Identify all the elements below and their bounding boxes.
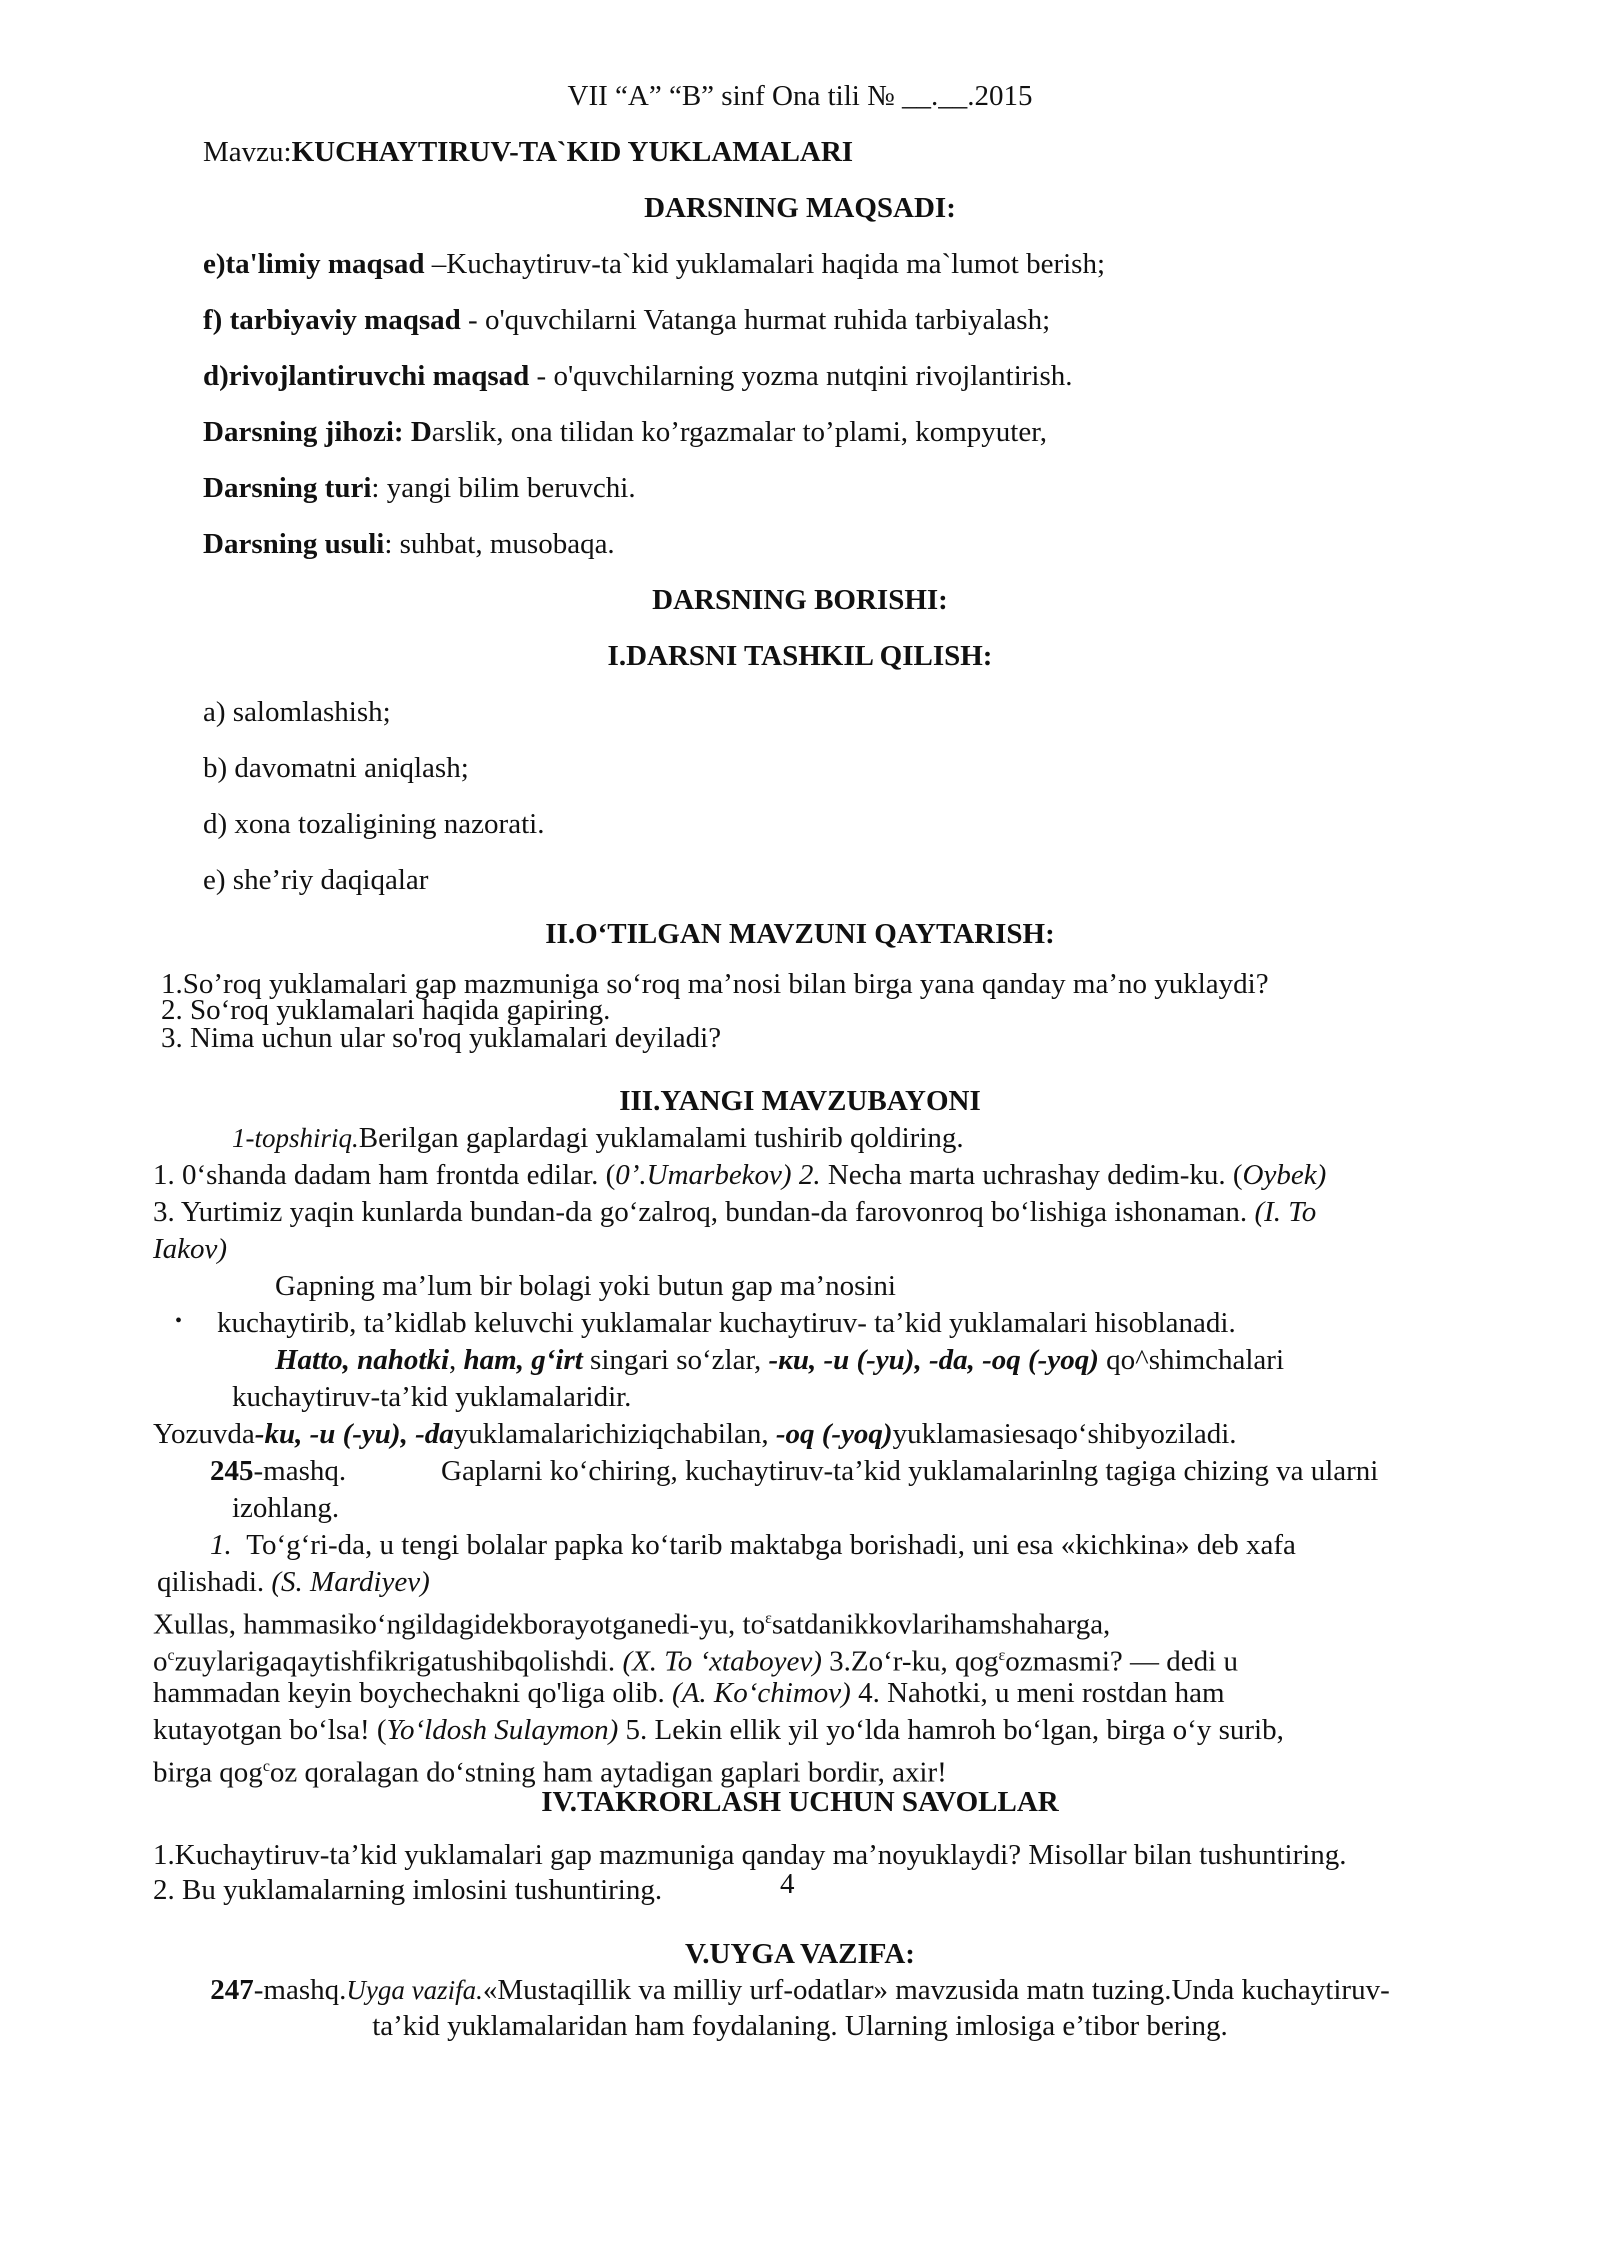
spelling-rule: Yozuvda-ku, -u (-yu), -dayuklamalarichiziqchabilan, -oq (-yoq)yuklamasiesaqo‘shibyoziladi. [153, 1418, 1237, 1450]
org-item: d) xona tozaligining nazorati. [203, 808, 545, 840]
definition-line: kuchaytirib, ta’kidlab keluvchi yuklamalar kuchaytiruv- ta’kid yuklamalari hisoblanadi. [217, 1307, 1236, 1339]
particles-line: Hatto, nahotki, ham, g‘irt singari so‘zlar, -ки, -u (-yu), -da, -oq (-yoq) qo^shimchalari [275, 1344, 1285, 1376]
example-line: $o^czuylarigaqaytishfikrigatushibqolishdi$. (X. To ‘xtaboyev) 3.Zo‘r-ku, qog$^ɛ$ozmasmi? — dedi u [153, 1645, 1238, 1678]
goal-developmental: d)rivojlantiruvchi maqsad - o'quvchilarning yozma nutqini rivojlantirish. [203, 360, 1073, 392]
lesson-method: Darsning usuli: suhbat, musobaqa. [203, 528, 615, 560]
example-line: hammadan keyin boychechakni qo'liga olib. (A. Ko‘chimov) 4. Nahotki, u meni rostdan ham [153, 1677, 1225, 1709]
section-review: II.O‘TILGAN MAVZUNI QAYTARISH: [545, 918, 1055, 950]
example-line: Xullas, hammasiko‘ngildagidekborayotganedi-yu, $to^ɛsatdanikkovlarihamshaharga$, [153, 1608, 1111, 1641]
section-repeat: IV.TAKRORLASH UCHUN SAVOLLAR [541, 1786, 1059, 1818]
exercise-245: 245-mashq. [210, 1455, 347, 1487]
review-question: 3. Nima uchun ular so'roq yuklamalari deyiladi? [161, 1022, 722, 1054]
progress-heading: DARSNING BORISHI: [652, 584, 948, 616]
topic-line [203, 134, 853, 170]
org-item: b) davomatni aniqlash; [203, 752, 469, 784]
sentence-line: 1. 0‘shanda dadam ham frontda edilar. (0’.Umarbekov) 2. Necha marta uchrashay dedim-ku. (Oybek) [153, 1159, 1327, 1191]
repeat-question: 2. Bu yuklamalarning imlosini tushuntiring. [153, 1874, 663, 1906]
example-line: qilishadi. (S. Mardiyev) [157, 1566, 430, 1598]
review-question: 2. So‘roq yuklamalari haqida gapiring. [161, 994, 611, 1026]
sentence-line: 3. Yurtimiz yaqin kunlarda bundan-da go‘zalroq, bundan-da farovonroq bo‘lishiga ishonaman. (I. To [153, 1196, 1317, 1228]
example-line: kutayotgan bo‘lsa! (Yo‘ldosh Sulaymon) 5. Lekin ellik yil yo‘lda hamroh bo‘lgan, birga o‘y surib, [153, 1714, 1284, 1746]
exercise-245-text: izohlang. [232, 1492, 340, 1524]
section-homework: V.UYGA VAZIFA: [685, 1938, 915, 1970]
example-line: 1. To‘g‘ri-da, u tengi bolalar papka ko‘tarib maktabga borishadi, uni esa «kichkina» deb xafa [210, 1529, 1296, 1561]
sentence-line: Iakov) [153, 1233, 228, 1265]
lesson-equipment: Darsning jihozi: Darslik, ona tilidan ko’rgazmalar to’plami, kompyuter, [203, 416, 1047, 448]
goal-educational: e)ta'limiy maqsad –Kuchaytiruv-ta`kid yuklamalari haqida ma`lumot berish; [203, 248, 1106, 280]
page-number: 4 [780, 1868, 795, 1900]
section-organization: I.DARSNI TASHKIL QILISH: [607, 640, 993, 672]
repeat-question: 1.Kuchaytiruv-ta’kid yuklamalari gap mazmuniga qanday ma’noyuklaydi? Misollar bilan tushuntiring. [153, 1839, 1347, 1871]
exercise-245-text: Gaplarni ko‘chiring, kuchaytiruv-ta’kid yuklamalarinlng tagiga chizing va ularni [441, 1455, 1379, 1487]
topic-title: KUCHAYTIRUV-TA`KID YUKLAMALARI [291, 136, 854, 168]
section-new-topic: III.YANGI MAVZUBAYONI [619, 1085, 981, 1117]
topic-prefix: Mavzu: [203, 136, 292, 168]
particles-line: kuchaytiruv-ta’kid yuklamalaridir. [232, 1381, 632, 1413]
org-item: a) salomlashish; [203, 696, 391, 728]
homework-text: 247-mashq.Uyga vazifa.«Mustaqillik va milliy urf-odatlar» mavzusida matn tuzing.Unda kuchaytiruv- [210, 1974, 1390, 2006]
example-line: birga qog$^c$oz qoralagan do‘stning ham aytadigan gaplari bordir, axir! [153, 1756, 947, 1789]
review-question: 1.So’roq yuklamalari gap mazmuniga so‘roq ma’nosi bilan birga yana qanday ma’no yuklaydi? [161, 968, 1269, 1000]
task-1: 1-topshiriq.Berilgan gaplardagi yuklamalami tushirib qoldiring. [232, 1122, 964, 1154]
class-line: VII “A” “B” sinf Ona tili № __.__.2015 [567, 80, 1033, 112]
org-item: e) she’riy daqiqalar [203, 864, 429, 896]
homework-text: ta’kid yuklamalaridan ham foydalaning. Ularning imlosiga e’tibor bering. [372, 2010, 1228, 2042]
goals-heading: DARSNING MAQSADI: [644, 192, 956, 224]
lesson-type: Darsning turi: yangi bilim beruvchi. [203, 472, 636, 504]
goal-upbringing: f) tarbiyaviy maqsad - o'quvchilarni Vatanga hurmat ruhida tarbiyalash; [203, 304, 1051, 336]
definition-line: Gapning ma’lum bir bolagi yoki butun gap ma’nosini [275, 1270, 896, 1302]
bullet-icon: • [175, 1310, 183, 1332]
